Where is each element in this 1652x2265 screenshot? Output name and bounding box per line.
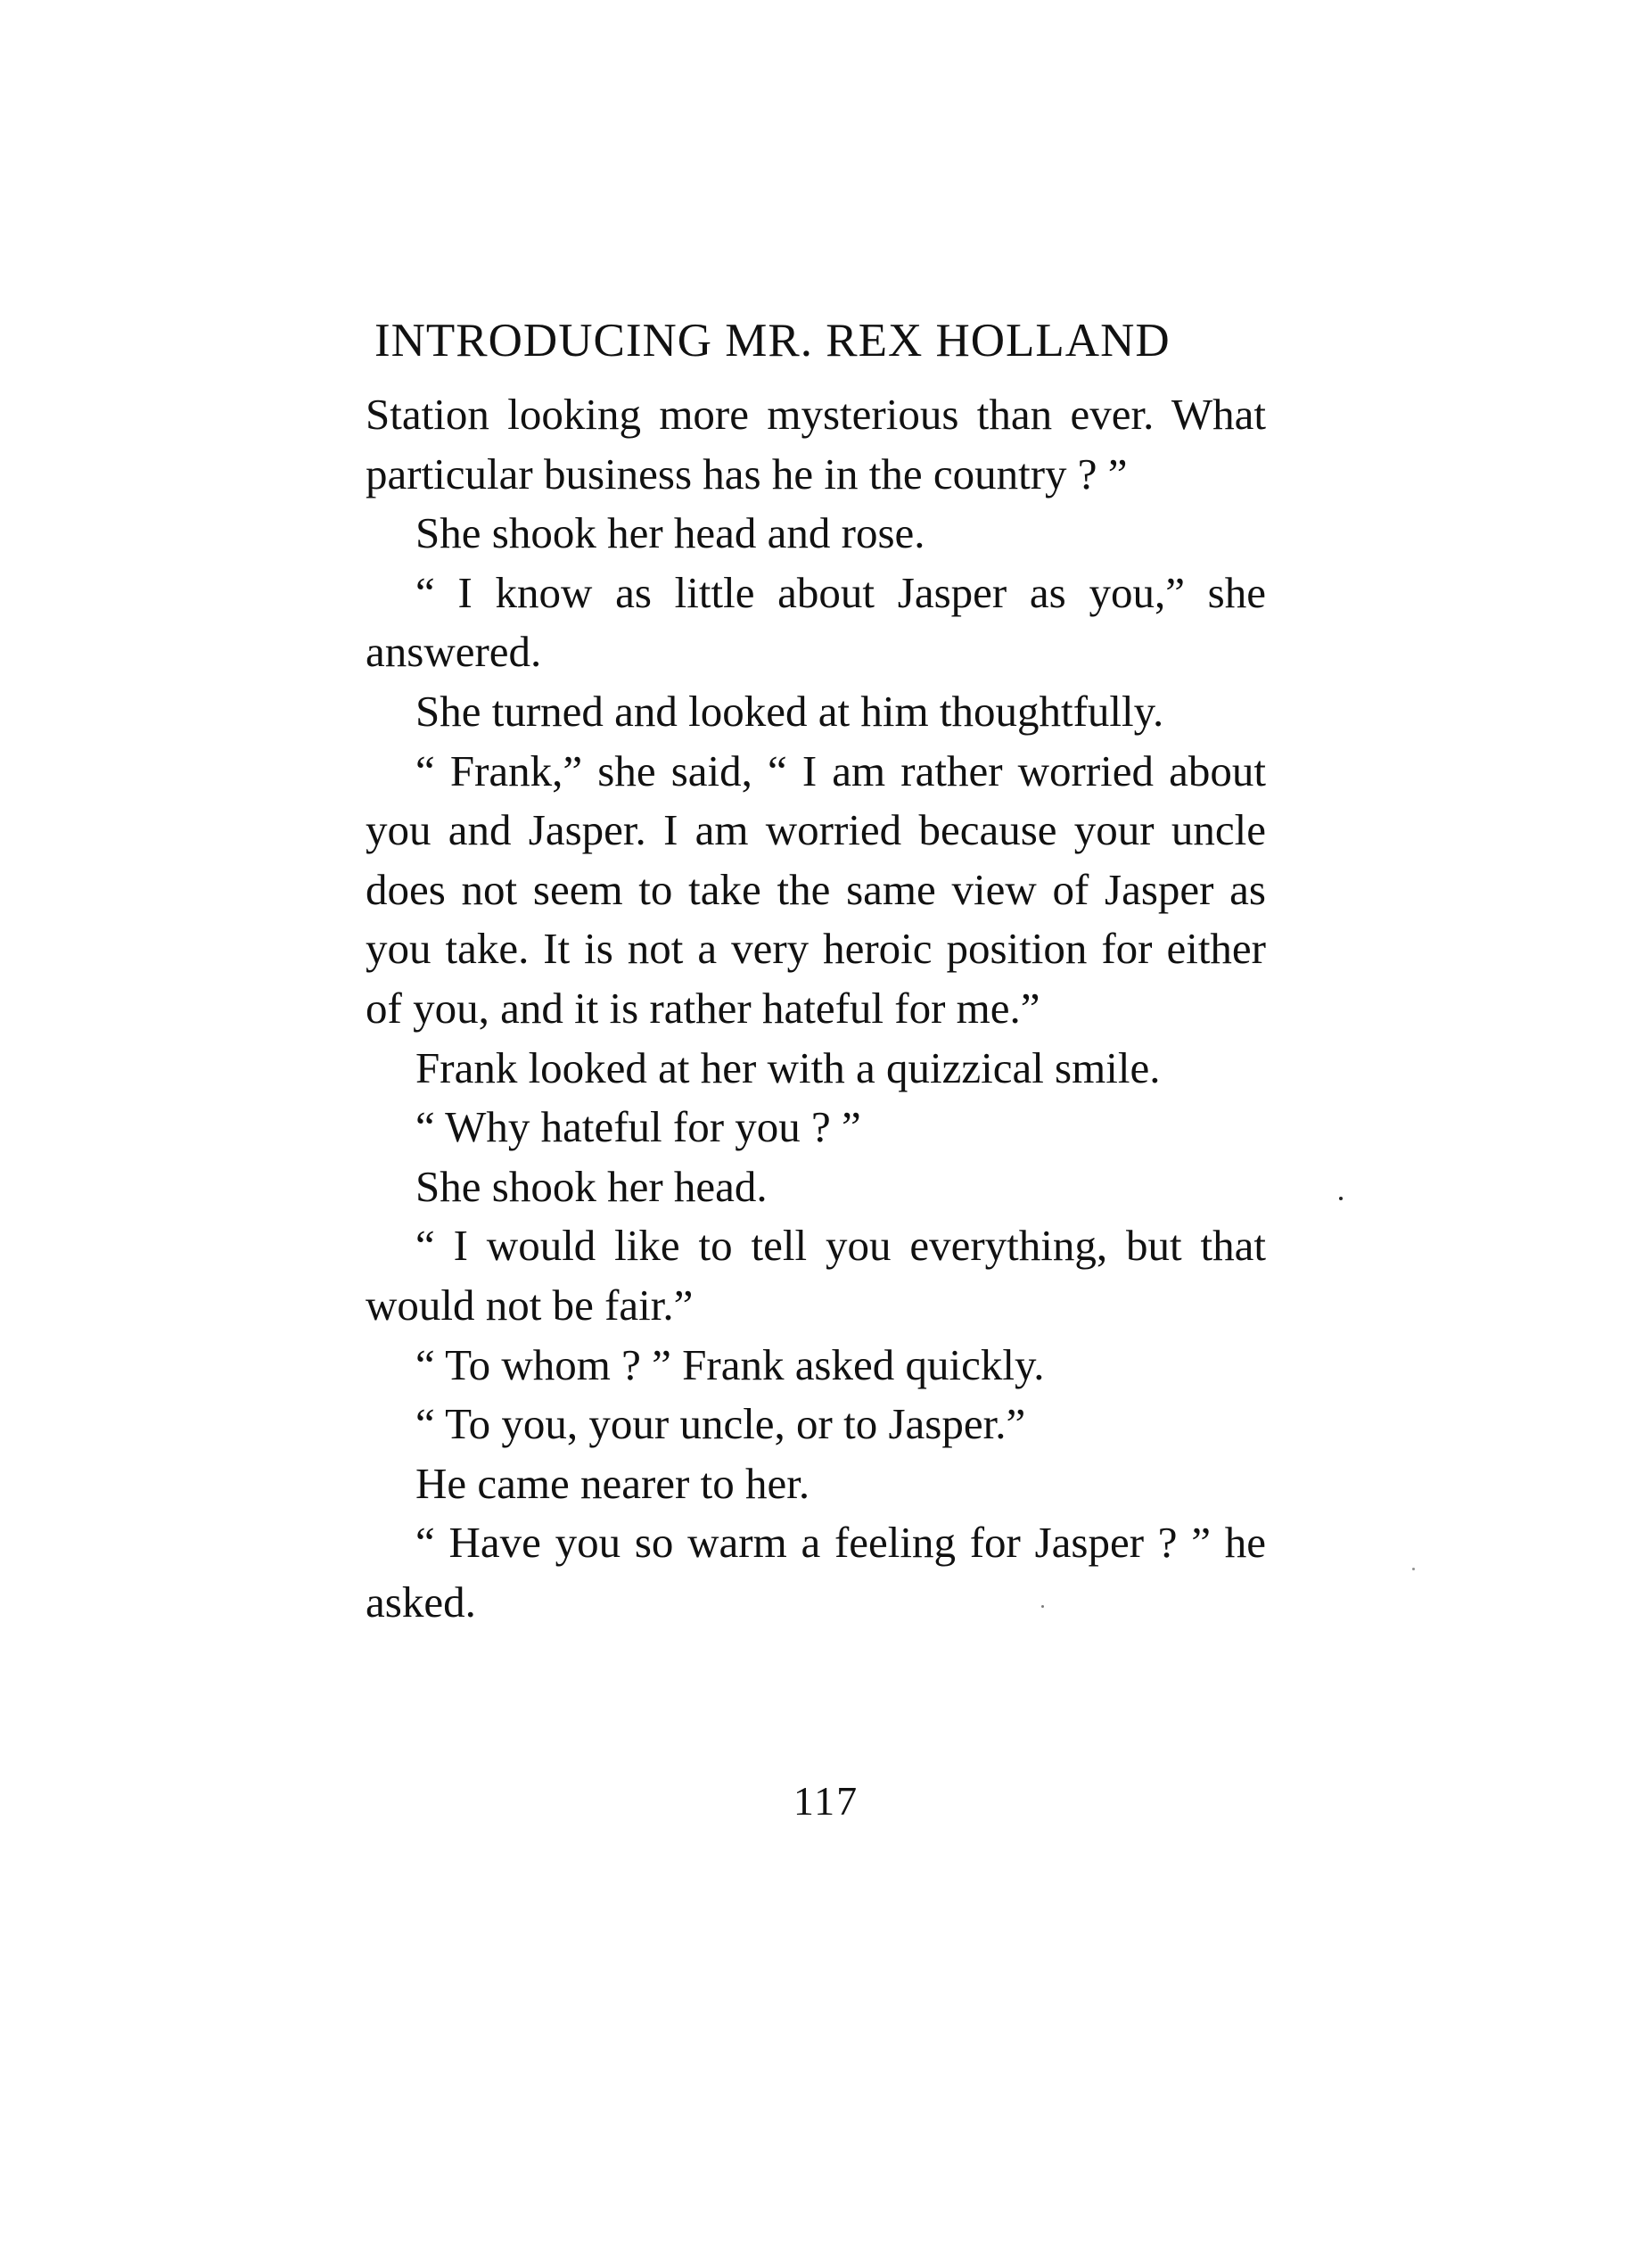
- paragraph-11: “ To you, your uncle, or to Jasper.”: [415, 1399, 1026, 1449]
- paragraph-3: “ I know as little about Jasper as you,” she answered.: [366, 567, 1266, 677]
- running-header: INTRODUCING MR. REX HOLLAND: [374, 315, 1171, 367]
- paragraph-12: He came nearer to her.: [415, 1458, 810, 1508]
- paragraph-1: Station looking more mysterious than ever. What particular business has he in the country ? ”: [366, 390, 1266, 498]
- paragraph-9: “ I would like to tell you everything, but that would not be fair.”: [366, 1221, 1266, 1330]
- paragraph-7: “ Why hateful for you ? ”: [415, 1102, 861, 1152]
- paragraph-2: She shook her head and rose.: [415, 508, 925, 558]
- scan-speck: [1339, 1197, 1343, 1200]
- page-number: 117: [793, 1778, 859, 1824]
- scan-speck: [1412, 1568, 1415, 1570]
- paragraph-5: “ Frank,” she said, “ I am rather worried about you and Jasper. I am worried because your uncle does not seem to take the same view of Jasper as you take. It is not a very heroic position for either of you, and it is rather hateful for me.”: [366, 745, 1266, 1033]
- paragraph-8: She shook her head.: [415, 1161, 768, 1211]
- scan-speck: [1041, 1605, 1044, 1608]
- paragraph-6: Frank looked at her with a quizzical smile.: [415, 1042, 1161, 1092]
- page-text: [366, 385, 1266, 1632]
- paragraph-13: “ Have you so warm a feeling for Jasper ? ” he asked.: [366, 1518, 1266, 1627]
- paragraph-4: She turned and looked at him thoughtfully.: [415, 686, 1164, 736]
- paragraph-10: “ To whom ? ” Frank asked quickly.: [415, 1339, 1045, 1389]
